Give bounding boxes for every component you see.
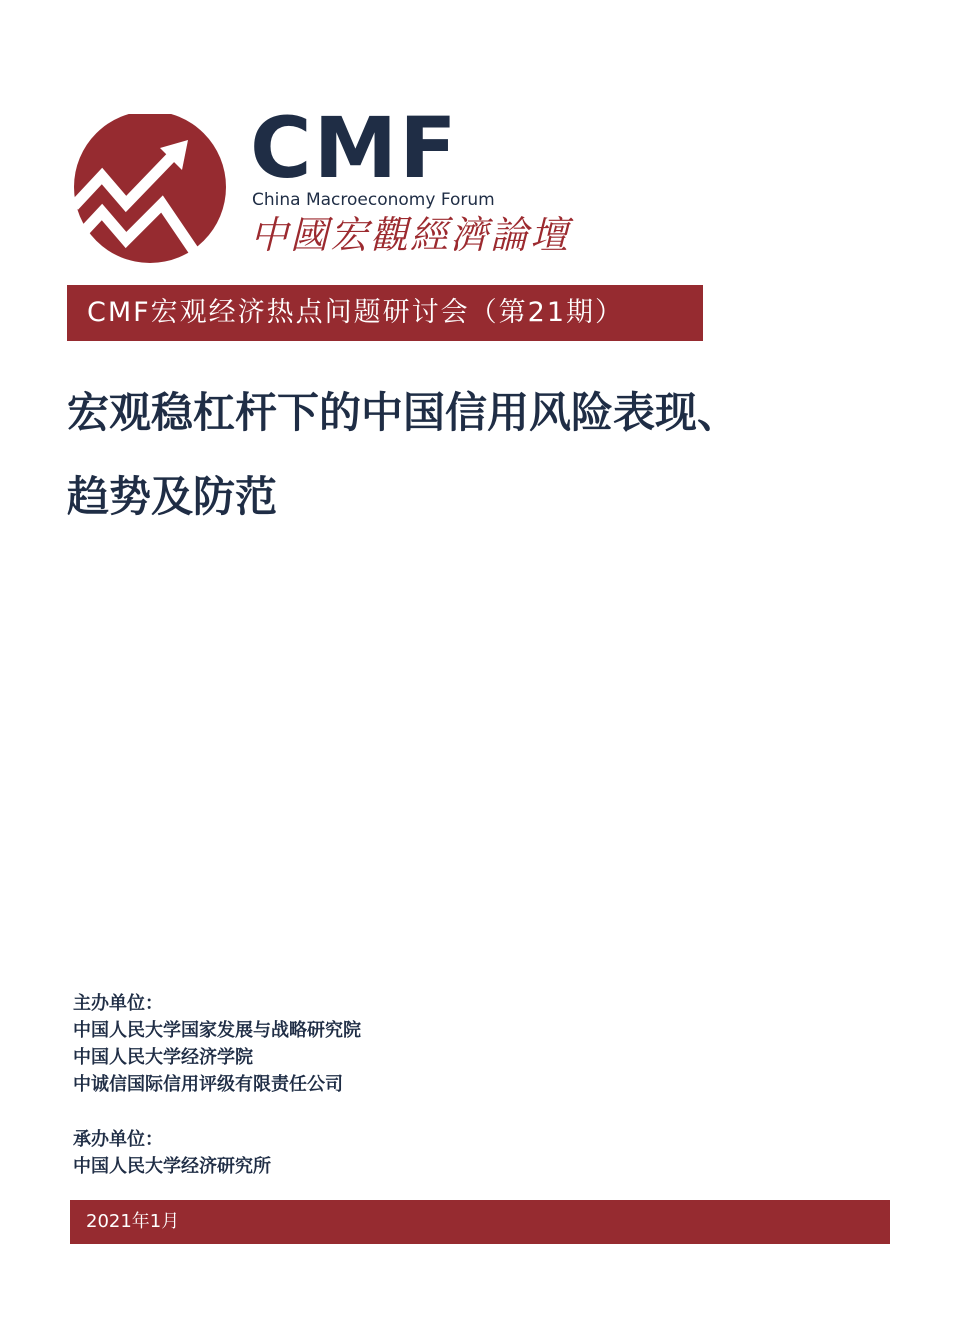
- sponsors-section: [73, 990, 361, 1098]
- logo-chinese-name: 中國宏觀經濟論壇: [250, 213, 571, 257]
- sponsor-item: 中国人民大学国家发展与战略研究院: [73, 1020, 361, 1041]
- date-bar: 2021年1月: [70, 1200, 890, 1244]
- sponsors-heading: 主办单位：: [73, 993, 163, 1014]
- series-banner: CMF宏观经济热点问题研讨会（第21期）: [67, 285, 703, 341]
- logo-abbreviation: CMF: [250, 99, 459, 197]
- organizer-heading: 承办单位：: [73, 1129, 163, 1150]
- organizer-section: [73, 1126, 271, 1180]
- report-title-line-2: 趋势及防范: [67, 472, 278, 521]
- report-title-line-1: 宏观稳杠杆下的中国信用风险表现、: [67, 388, 740, 437]
- sponsor-item: 中诚信国际信用评级有限责任公司: [73, 1074, 343, 1095]
- report-title: [67, 388, 740, 521]
- cmf-logo-icon: [70, 114, 228, 264]
- sponsor-item: 中国人民大学经济学院: [73, 1047, 253, 1068]
- organizer-item: 中国人民大学经济研究所: [73, 1156, 271, 1177]
- logo-english-name: China Macroeconomy Forum: [252, 190, 495, 210]
